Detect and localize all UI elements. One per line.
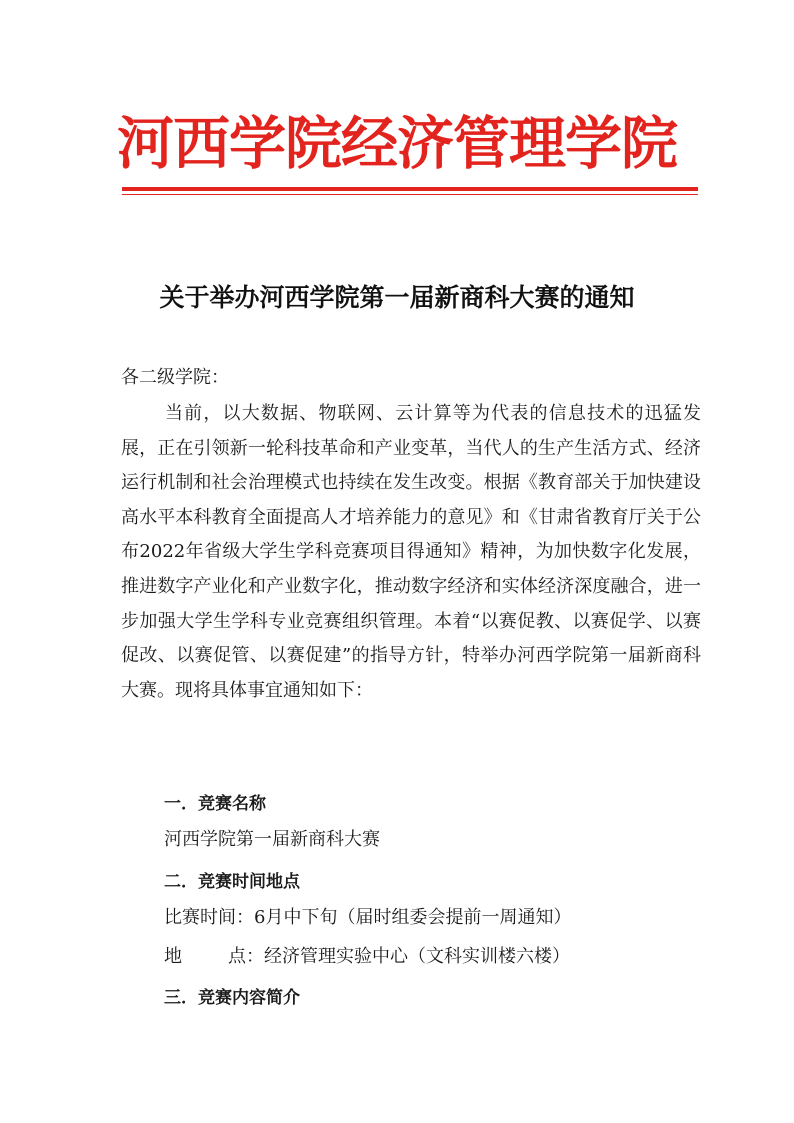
competition-name-text: 河西学院第一届新商科大赛 (164, 829, 380, 850)
place-label-rest: 点：经济管理实验中心（文科实训楼六楼） (228, 946, 570, 967)
competition-place-text (164, 943, 570, 971)
header-rule-thick (122, 187, 698, 191)
salutation: 各二级学院： (121, 367, 229, 388)
section-heading-content-intro: 三．竞赛内容简介 (164, 988, 300, 1008)
organization-header: 河西学院经济管理学院 (117, 110, 677, 177)
section-heading-time-place: 二．竞赛时间地点 (164, 872, 300, 892)
header-rule-thin (122, 194, 698, 195)
section-heading-competition-name: 一．竞赛名称 (164, 794, 266, 814)
intro-paragraph: 当前，以大数据、物联网、云计算等为代表的信息技术的迅猛发展，正在引领新一轮科技革命和产业变革，当代人的生产生活方式、经济运行机制和社会治理模式也持续在发生改变。根据《教育部关于加快建设高水平本科教育全面提高人才培养能力的意见》和《甘肃省教育厅关于公布2022年省级大学生学科竞赛项目得通知》精神，为加快数字化发展，推进数字产业化和产业数字化，推动数字经济和实体经济深度融合，进一步加强大学生学科专业竞赛组织管理。本着“以赛促教、以赛促学、以赛促改、以赛促管、以赛促建”的指导方针，特举办河西学院第一届新商科大赛。现将具体事宜通知如下： (121, 403, 701, 701)
competition-time-text: 比赛时间：6月中下旬（届时组委会提前一周通知） (164, 907, 572, 928)
place-label-first-char: 地 (164, 946, 182, 967)
notice-title: 关于举办河西学院第一届新商科大赛的通知 (159, 283, 635, 312)
